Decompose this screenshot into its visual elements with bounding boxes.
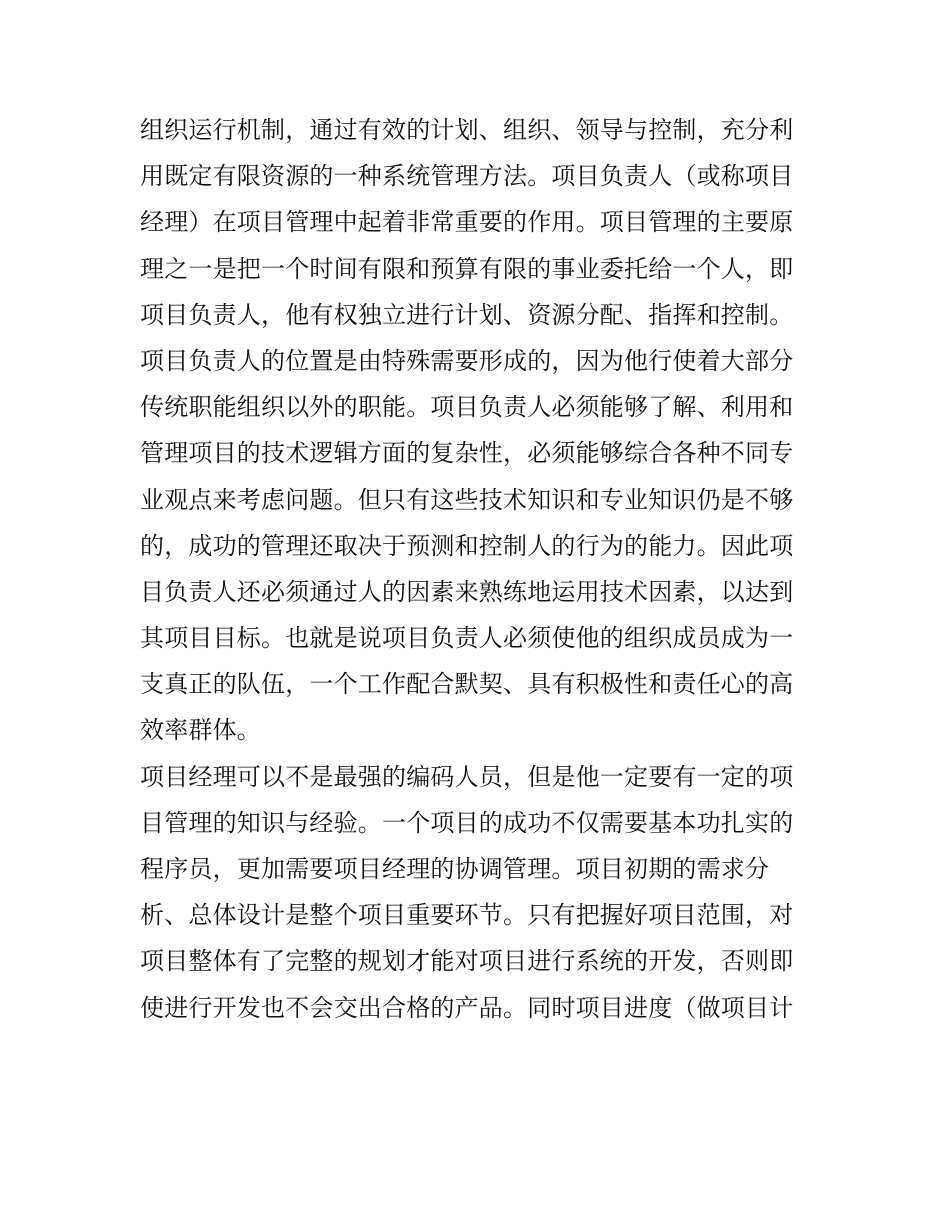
text-line: 用既定有限资源的一种系统管理方法。项目负责人（或称项目 xyxy=(140,162,794,191)
text-line: 项目整体有了完整的规划才能对项目进行系统的开发，否则即 xyxy=(140,947,794,976)
text-line: 目负责人还必须通过人的因素来熟练地运用技术因素，以达到 xyxy=(140,577,794,606)
text-line: 效率群体。 xyxy=(140,716,261,745)
text-line: 支真正的队伍，一个工作配合默契、具有积极性和责任心的高 xyxy=(140,670,794,699)
text-line: 析、总体设计是整个项目重要环节。只有把握好项目范围，对 xyxy=(140,901,794,930)
text-line: 使进行开发也不会交出合格的产品。同时项目进度（做项目计 xyxy=(140,993,794,1022)
text-line: 项目负责人的位置是由特殊需要形成的，因为他行使着大部分 xyxy=(140,346,794,375)
text-line: 业观点来考虑问题。但只有这些技术知识和专业知识仍是不够 xyxy=(140,485,794,514)
text-line: 的，成功的管理还取决于预测和控制人的行为的能力。因此项 xyxy=(140,531,794,560)
text-line: 项目经理可以不是最强的编码人员，但是他一定要有一定的项 xyxy=(140,762,794,791)
text-line: 程序员，更加需要项目经理的协调管理。项目初期的需求分 xyxy=(140,855,770,883)
text-line: 组织运行机制，通过有效的计划、组织、领导与控制，充分利 xyxy=(140,116,794,144)
text-line: 理之一是把一个时间有限和预算有限的事业委托给一个人，即 xyxy=(140,254,794,283)
text-line: 目管理的知识与经验。一个项目的成功不仅需要基本功扎实的 xyxy=(140,808,794,837)
text-line: 项目负责人，他有权独立进行计划、资源分配、指挥和控制。 xyxy=(140,300,794,329)
text-line: 传统职能组织以外的职能。项目负责人必须能够了解、利用和 xyxy=(140,393,794,422)
text-line: 其项目目标。也就是说项目负责人必须使他的组织成员成为一 xyxy=(140,624,794,653)
body-text xyxy=(140,107,820,1031)
text-line: 管理项目的技术逻辑方面的复杂性，必须能够综合各种不同专 xyxy=(140,439,794,468)
text-line: 经理）在项目管理中起着非常重要的作用。项目管理的主要原 xyxy=(140,208,794,237)
